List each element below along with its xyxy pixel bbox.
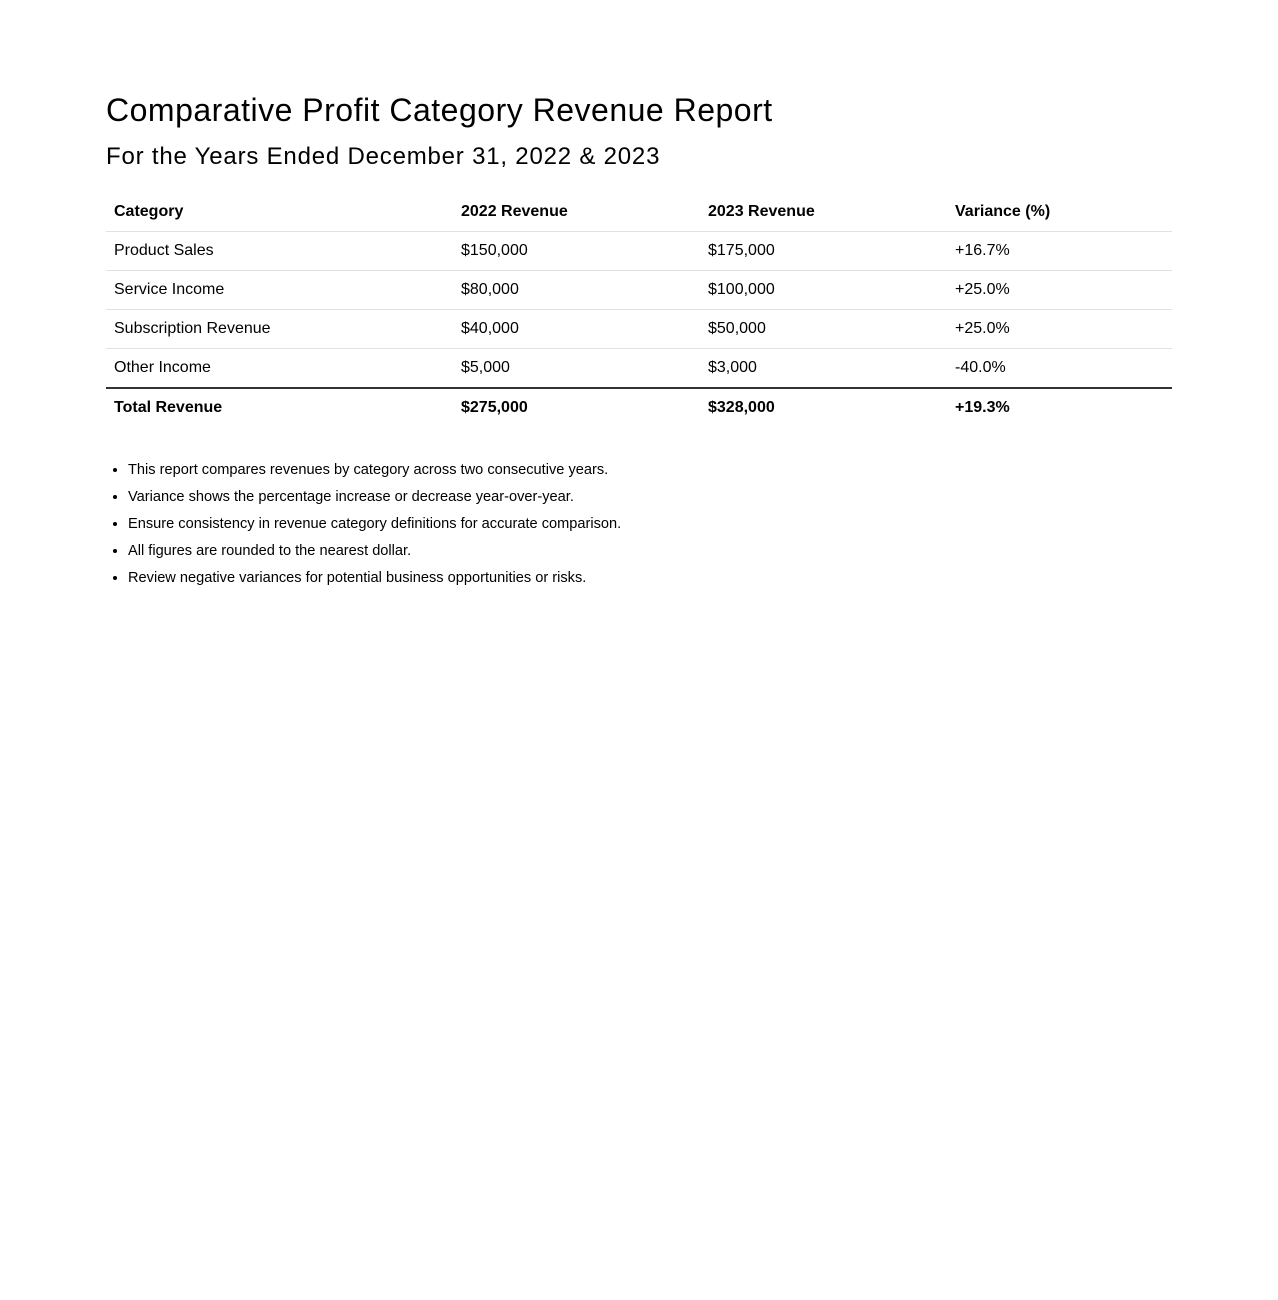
table-row bbox=[106, 271, 1172, 310]
header-category: Category bbox=[106, 193, 453, 232]
cell-2023-revenue: $100,000 bbox=[700, 271, 947, 310]
note-item: • All figures are rounded to the nearest dollar. bbox=[128, 542, 1172, 561]
cell-variance: +25.0% bbox=[947, 310, 1172, 349]
total-row bbox=[106, 388, 1172, 427]
total-2022-revenue: $275,000 bbox=[453, 388, 700, 427]
cell-2022-revenue: $150,000 bbox=[453, 232, 700, 271]
note-item: • Review negative variances for potential business opportunities or risks. bbox=[128, 569, 1172, 588]
cell-2022-revenue: $5,000 bbox=[453, 349, 700, 389]
header-2022-revenue: 2022 Revenue bbox=[453, 193, 700, 232]
cell-2023-revenue: $175,000 bbox=[700, 232, 947, 271]
header-variance: Variance (%) bbox=[947, 193, 1172, 232]
table-row bbox=[106, 310, 1172, 349]
notes-list bbox=[106, 461, 1172, 588]
cell-category: Product Sales bbox=[106, 232, 453, 271]
total-variance: +19.3% bbox=[947, 388, 1172, 427]
note-item: • This report compares revenues by category across two consecutive years. bbox=[128, 461, 1172, 480]
table-row bbox=[106, 349, 1172, 389]
cell-category: Subscription Revenue bbox=[106, 310, 453, 349]
cell-2022-revenue: $80,000 bbox=[453, 271, 700, 310]
revenue-table bbox=[106, 193, 1172, 427]
cell-category: Service Income bbox=[106, 271, 453, 310]
table-header-row bbox=[106, 193, 1172, 232]
note-item: • Variance shows the percentage increase or decrease year-over-year. bbox=[128, 488, 1172, 507]
cell-variance: +25.0% bbox=[947, 271, 1172, 310]
total-label: Total Revenue bbox=[106, 388, 453, 427]
note-item: • Ensure consistency in revenue category definitions for accurate comparison. bbox=[128, 515, 1172, 534]
cell-variance: -40.0% bbox=[947, 349, 1172, 389]
cell-2023-revenue: $50,000 bbox=[700, 310, 947, 349]
report-title: Comparative Profit Category Revenue Report bbox=[106, 92, 773, 128]
total-2023-revenue: $328,000 bbox=[700, 388, 947, 427]
report-subtitle: For the Years Ended December 31, 2022 & 2023 bbox=[106, 143, 661, 170]
header-2023-revenue: 2023 Revenue bbox=[700, 193, 947, 232]
cell-2023-revenue: $3,000 bbox=[700, 349, 947, 389]
cell-category: Other Income bbox=[106, 349, 453, 389]
cell-2022-revenue: $40,000 bbox=[453, 310, 700, 349]
cell-variance: +16.7% bbox=[947, 232, 1172, 271]
report-page bbox=[106, 0, 1172, 588]
table-row bbox=[106, 232, 1172, 271]
